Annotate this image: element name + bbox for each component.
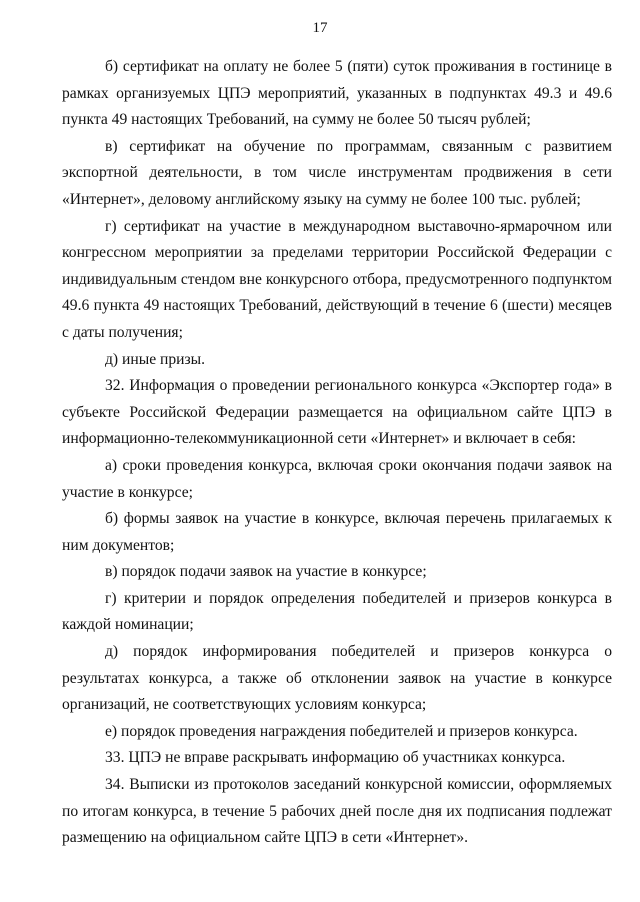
paragraph-32d-criteria: г) критерии и порядок определения победителей и призеров конкурса в каждой номинации; xyxy=(62,589,612,634)
paragraph-32e-notification: д) порядок информирования победителей и призеров конкурса о результатах конкурса, а также об отклонении заявок на участие в конкурсе организаций, не соответствующих условиям конкурса; xyxy=(62,643,612,714)
paragraph-32b-forms: б) формы заявок на участие в конкурсе, включая перечень прилагаемых к ним документов; xyxy=(62,510,612,554)
paragraph-32a-deadlines: а) сроки проведения конкурса, включая сроки окончания подачи заявок на участие в конкурсе; xyxy=(62,456,612,501)
document-body xyxy=(62,54,612,852)
paragraph-32f-awarding: е) порядок проведения награждения победителей и призеров конкурса. xyxy=(105,722,578,740)
paragraph-32c-procedure: в) порядок подачи заявок на участие в конкурсе; xyxy=(105,563,427,581)
paragraph-32-information: 32. Информация о проведении регионального конкурса «Экспортер года» в субъекте Российской Федерации размещается на официальном сайте ЦПЭ в информационно-телекоммуникационной сети «Интернет» и включает в себя: xyxy=(62,377,612,448)
paragraph-other-prizes: д) иные призы. xyxy=(105,350,206,368)
paragraph-certificate-hotel: б) сертификат на оплату не более 5 (пяти) суток проживания в гостинице в рамках организуемых ЦПЭ мероприятий, указанных в подпунктах 49.3 и 49.6 пункта 49 настоящих Требований, на сумму не более 50 тысяч рублей; xyxy=(62,58,612,129)
paragraph-34-protocols: 34. Выписки из протоколов заседаний конкурсной комиссии, оформляемых по итогам конкурса, в течение 5 рабочих дней после дня их подписания подлежат размещению на официальном сайте ЦПЭ в сети «Интернет». xyxy=(62,776,612,847)
paragraph-33-confidentiality: 33. ЦПЭ не вправе раскрывать информацию об участниках конкурса. xyxy=(105,749,566,767)
page-number: 17 xyxy=(312,20,328,36)
paragraph-certificate-exhibition: г) сертификат на участие в международном выставочно-ярмарочном или конгрессном мероприятии за пределами территории Российской Федерации с индивидуальным стендом вне конкурсного отбора, предусмотренного подпунктом 49.6 пункта 49 настоящих Требований, действующий в течение 6 (шести) месяцев с даты получения; xyxy=(62,217,612,341)
paragraph-certificate-training: в) сертификат на обучение по программам, связанным с развитием экспортной деятельности, в том числе инструментам продвижения в сети «Интернет», деловому английскому языку на сумму не более 100 тыс. рублей; xyxy=(62,137,612,208)
